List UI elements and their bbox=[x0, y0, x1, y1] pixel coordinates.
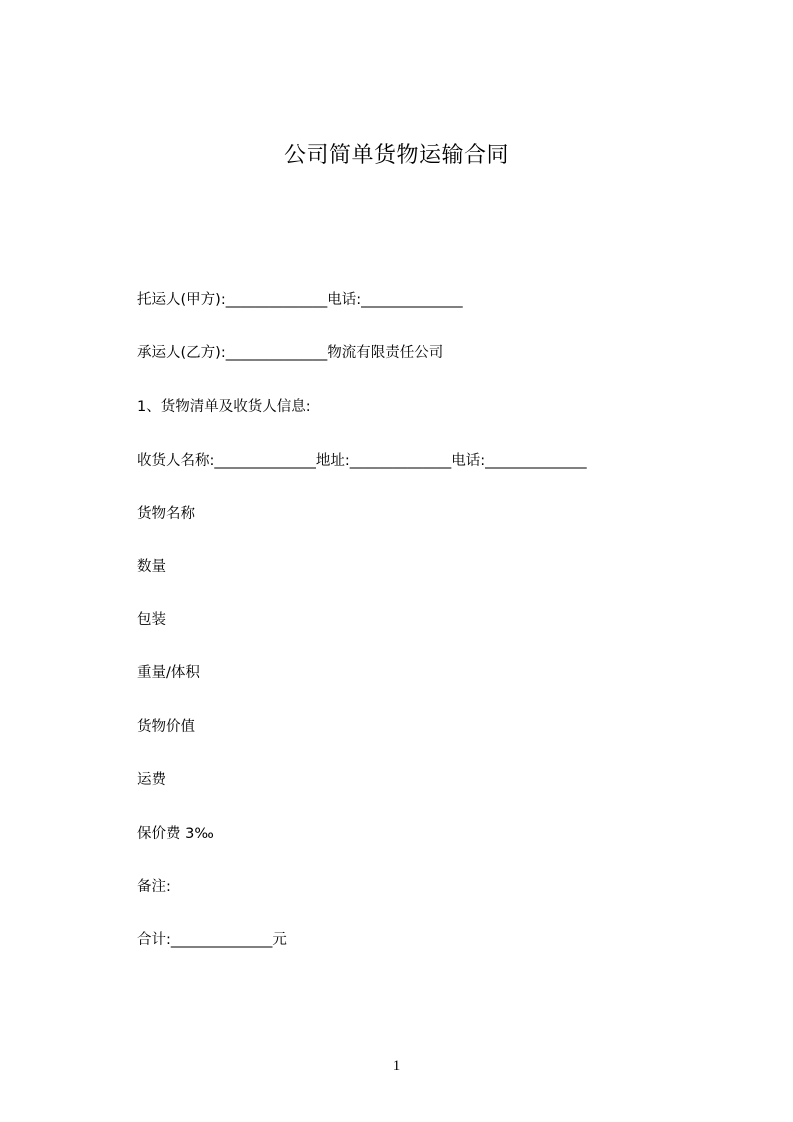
quantity-line: 数量 bbox=[137, 559, 166, 575]
consignee-line: 收货人名称:______________地址:______________电话:______________ bbox=[137, 453, 587, 469]
total-line: 合计:______________元 bbox=[137, 932, 287, 948]
page-number: 1 bbox=[392, 1058, 401, 1074]
shipper-line: 托运人(甲方):______________电话:______________ bbox=[137, 292, 463, 308]
goods-value-line: 货物价值 bbox=[137, 719, 195, 735]
weight-volume-line: 重量/体积 bbox=[137, 665, 200, 681]
goods-name-line: 货物名称 bbox=[137, 506, 195, 522]
carrier-line: 承运人(乙方):______________物流有限责任公司 bbox=[137, 345, 444, 361]
remarks-line: 备注: bbox=[137, 879, 171, 895]
page-title: 公司简单货物运输合同 bbox=[283, 143, 509, 168]
packaging-line: 包装 bbox=[137, 612, 166, 628]
insurance-fee-line: 保价费 3‰ bbox=[137, 826, 214, 842]
section-heading: 1、货物清单及收货人信息: bbox=[137, 399, 311, 415]
freight-line: 运费 bbox=[137, 772, 166, 788]
